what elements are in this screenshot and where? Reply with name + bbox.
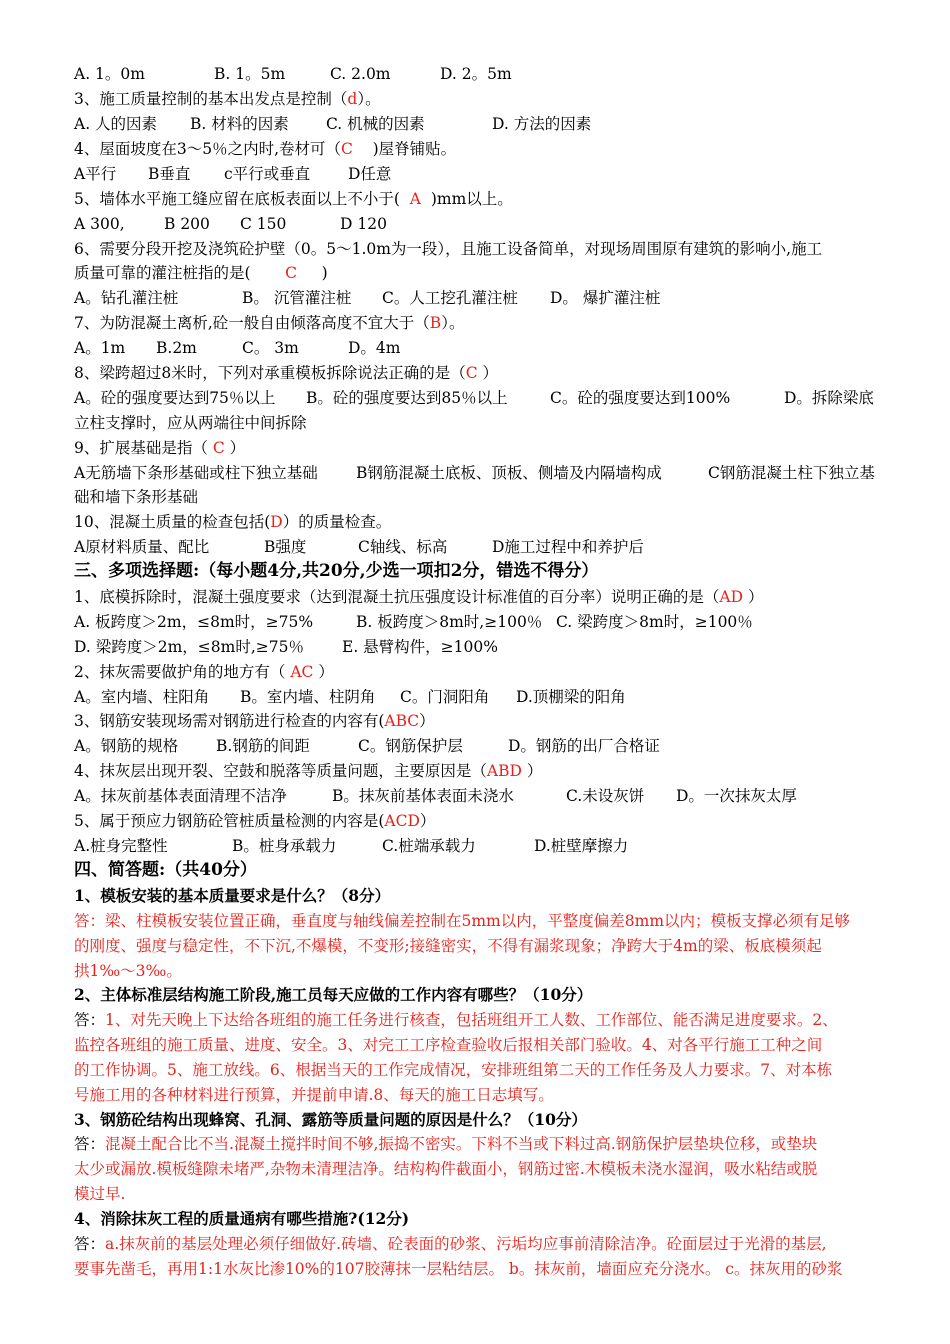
- q9-options-cont: 础和墙下条形基础: [74, 488, 199, 506]
- q4-answer: C: [341, 140, 353, 158]
- q4-stem: 4、屋面坡度在3～5％之内时,卷材可（C )屋脊铺贴。: [74, 140, 457, 158]
- m4-stem: 4、抹灰层出现开裂、空鼓和脱落等质量问题，主要原因是（ABD ）: [74, 762, 543, 780]
- s1-answer-line1: 答：梁、柱模板安装位置正确，垂直度与轴线偏差控制在5mm以内，平整度偏差8mm以内；模板支撑必须有足够: [74, 912, 851, 930]
- s4-question: 4、消除抹灰工程的质量通病有哪些措施?(12分): [74, 1209, 410, 1228]
- q8-options-cont: 立柱支撑时，应从两端往中间拆除: [74, 414, 307, 432]
- q3-answer: d: [347, 90, 358, 108]
- m3-stem: 3、钢筋安装现场需对钢筋进行检查的内容有(ABC）: [74, 712, 435, 730]
- q10-answer: D: [270, 513, 283, 531]
- s3-answer-line3: 模过早.: [74, 1185, 126, 1203]
- m4-answer: ABD: [486, 762, 522, 780]
- s4-answer-line2: 要事先凿毛，再用1:1水灰比渗10%的107胶薄抹一层粘结层。 b。抹灰前，墙面应充分浇水。 c。抹灰用的砂浆: [74, 1260, 843, 1278]
- q3-stem: 3、施工质量控制的基本出发点是控制（d）。: [74, 90, 381, 108]
- s3-answer-line1: 答：混凝土配合比不当.混凝土搅拌时间不够,振捣不密实。下料不当或下料过高.钢筋保护层垫块位移，或垫块: [74, 1135, 818, 1153]
- m1-answer: AD: [719, 588, 743, 606]
- m3-answer: ABC: [384, 712, 420, 730]
- q6-stem-line1: 6、需要分段开挖及浇筑砼护壁（0。5～1.0m为一段），且施工设备简单，对现场周围原有建筑的影响小,施工: [74, 240, 823, 258]
- q9-stem: 9、扩展基础是指（ C ）: [74, 439, 246, 457]
- q7-answer: B: [429, 314, 442, 332]
- s2-answer-line1: 答：1、对先天晚上下达给各班组的施工任务进行核查，包括班组开工人数、工作部位、能否满足进度要求。2、: [74, 1011, 838, 1029]
- s1-question: 1、模板安装的基本质量要求是什么？（8分）: [74, 886, 391, 905]
- m2-answer: AC: [290, 663, 314, 681]
- q8-answer: C: [465, 364, 478, 382]
- m5-answer: ACD: [384, 812, 420, 830]
- q7-stem: 7、为防混凝土离析,砼一般自由倾落高度不宜大于（B）。: [74, 314, 465, 332]
- s1-answer-line3: 拱1‰～3‰。: [74, 962, 182, 980]
- q6-answer: C: [285, 264, 297, 282]
- m1-stem: 1、底模拆除时，混凝土强度要求（达到混凝土抗压强度设计标准值的百分率）说明正确的是（AD ）: [74, 588, 764, 606]
- section-heading-short-answer: 四、简答题:（共40分）: [74, 860, 257, 880]
- s3-question: 3、钢筋砼结构出现蜂窝、孔洞、露筋等质量问题的原因是什么？（10分）: [74, 1110, 587, 1129]
- s2-answer-line4: 号施工用的各种材料进行预算，并提前申请.8、每天的施工日志填写。: [74, 1086, 554, 1104]
- s2-question: 2、主体标准层结构施工阶段,施工员每天应做的工作内容有哪些？（10分）: [74, 985, 593, 1004]
- q10-stem: 10、混凝土质量的检查包括(D）的质量检查。: [74, 513, 392, 531]
- section-heading-multiple-choice: 三、多项选择题:（每小题4分,共20分,少选一项扣2分，错选不得分）: [74, 561, 599, 581]
- s2-answer-line3: 的工作协调。5、施工放线。6、根据当天的工作完成情况，安排班组第二天的工作任务及人力要求。7、对本栋: [74, 1061, 833, 1079]
- s1-answer-line2: 的刚度、强度与稳定性，不下沉,不爆模，不变形;接缝密实，不得有漏浆现象；净跨大于4m的梁、板底模须起: [74, 937, 822, 955]
- m5-stem: 5、属于预应力钢筋砼管桩质量检测的内容是(ACD）: [74, 812, 436, 830]
- q5-stem: 5、墙体水平施工缝应留在底板表面以上不小于( A )mm以上。: [74, 190, 513, 208]
- s2-answer-line2: 监控各班组的施工质量、进度、安全。3、对完工工序检查验收后报相关部门验收。4、对各平行施工工种之间: [74, 1036, 823, 1054]
- q9-answer: C: [212, 439, 225, 457]
- m2-stem: 2、抹灰需要做护角的地方有（ AC ）: [74, 663, 334, 681]
- s3-answer-line2: 太少或漏放.模板缝隙未堵严,杂物未清理洁净。结构构件截面小，钢筋过密.木模板未浇水湿润，吸水粘结或脱: [74, 1160, 818, 1178]
- exam-page: A. 1。0m B. 1。5m C. 2.0m D. 2。5m 3、施工质量控制的基本出发点是控制（d）。 A. 人的因素 B. 材料的因素 C. 机械的因素 D. 方法的因素 4、屋面坡度在3～5％之内时,卷材可（C )屋脊铺贴。 A平行 B垂直 c平行或垂直 D任意 5、墙体水平施工缝应留在底板表面以上不小于( A )mm以上。 A 300, B 200 C 150 D 120 6、需要分段开挖及浇筑砼护壁（0。5～1.0m为一段），且施工设备简单，对现场周围原有建筑的影响小,施工 质量可靠的灌注桩指的是( C ) A。钻孔灌注桩 B。 沉管灌注桩 C。人工挖孔灌注桩 D。 爆扩灌注桩 7、为防混凝土离析,砼一般自由倾落高度不宜大于（B）。 A。1m B.2m C。 3m D。4m 8、梁跨超过8米时，下列对承重模板拆除说法正确的是（C ） A。砼的强度要达到75％以上 B。砼的强度要达到85％以上 C。砼的强度要达到100% D。拆除梁底 立柱支撑时，应从两端往中间拆除 9、扩展基础是指（ C ） A无筋墙下条形基础或柱下独立基础 B钢筋混凝土底板、顶板、侧墙及内隔墙构成 C钢筋混凝土柱下独立基 础和墙下条形基础 10、混凝土质量的检查包括(D）的质量检查。 A原材料质量、配比 B强度 C轴线、标高 D施工过程中和养护后 三、多项选择题:（每小题4分,共20分,少选一项扣2分，错选不得分） 1、底模拆除时，混凝土强度要求（达到混凝土抗压强度设计标准值的百分率）说明正确的是（AD ） A. 板跨度＞2m，≤8m时，≥75% B. 板跨度＞8m时,≥100％ C. 梁跨度＞8m时，≥100％ D. 梁跨度＞2m，≤8m时,≥75％ E. 悬臂构件，≥100% 2、抹灰需要做护角的地方有（ AC ） A。室内墙、柱阳角 B。室内墙、柱阴角 C。门洞阳角 D.顶棚梁的阳角 3、钢筋安装现场需对钢筋进行检查的内容有(ABC） A。钢筋的规格 B.钢筋的间距 C。钢筋保护层 D。钢筋的出厂合格证 4、抹灰层出现开裂、空鼓和脱落等质量问题，主要原因是（ABD ） A。抹灰前基体表面清理不洁净 B。抹灰前基体表面未浇水 C.未设灰饼 D。一次抹灰太厚 5、属于预应力钢筋砼管桩质量检测的内容是(ACD） A.桩身完整性 B。桩身承载力 C.桩端承载力 D.桩壁摩擦力 四、简答题:（共40分） 1、模板安装的基本质量要求是什么？（8分） 答：梁、柱模板安装位置正确，垂直度与轴线偏差控制在5mm以内，平整度偏差8mm以内；模板支撑必须有足够 的刚度、强度与稳定性，不下沉,不爆模，不变形;接缝密实，不得有漏浆现象；净跨大于4m的梁、板底模须起 拱1‰～3‰。 2、主体标准层结构施工阶段,施工员每天应做的工作内容有哪些？（10分） 答：1、对先天晚上下达给各班组的施工任务进行核查，包括班组开工人数、工作部位、能否满足进度要求。2、 监控各班组的施工质量、进度、安全。3、对完工工序检查验收后报相关部门验收。4、对各平行施工工种之间 的工作协调。5、施工放线。6、根据当天的工作完成情况，安排班组第二天的工作任务及人力要求。7、对本栋 号施工用的各种材料进行预算，并提前申请.8、每天的施工日志填写。 3、钢筋砼结构出现蜂窝、孔洞、露筋等质量问题的原因是什么？（10分） 答：混凝土配合比不当.混凝土搅拌时间不够,振捣不密实。下料不当或下料过高.钢筋保护层垫块位移，或垫块 太少或漏放.模板缝隙未堵严,杂物未清理洁净。结构构件截面小，钢筋过密.木模板未浇水湿润，吸水粘结或脱 模过早. 4、消除抹灰工程的质量通病有哪些措施?(12分) 答：a.抹灰前的基层处理必须仔细做好.砖墙、砼表面的砂浆、污垢均应事前清除洁净。砼面层过于光滑的基层, 要事先凿毛，再用1:1水灰比渗10%的107胶薄抹一层粘结层。 b。抹灰前，墙面应充分浇水。 c。抹灰用的砂浆: [0, 0, 950, 1344]
- q8-stem: 8、梁跨超过8米时，下列对承重模板拆除说法正确的是（C ）: [74, 364, 499, 382]
- q5-answer: A: [409, 190, 421, 208]
- q6-stem-line2: 质量可靠的灌注桩指的是( C ): [74, 264, 328, 282]
- s4-answer-line1: 答：a.抹灰前的基层处理必须仔细做好.砖墙、砼表面的砂浆、污垢均应事前清除洁净。砼面层过于光滑的基层,: [74, 1235, 827, 1253]
